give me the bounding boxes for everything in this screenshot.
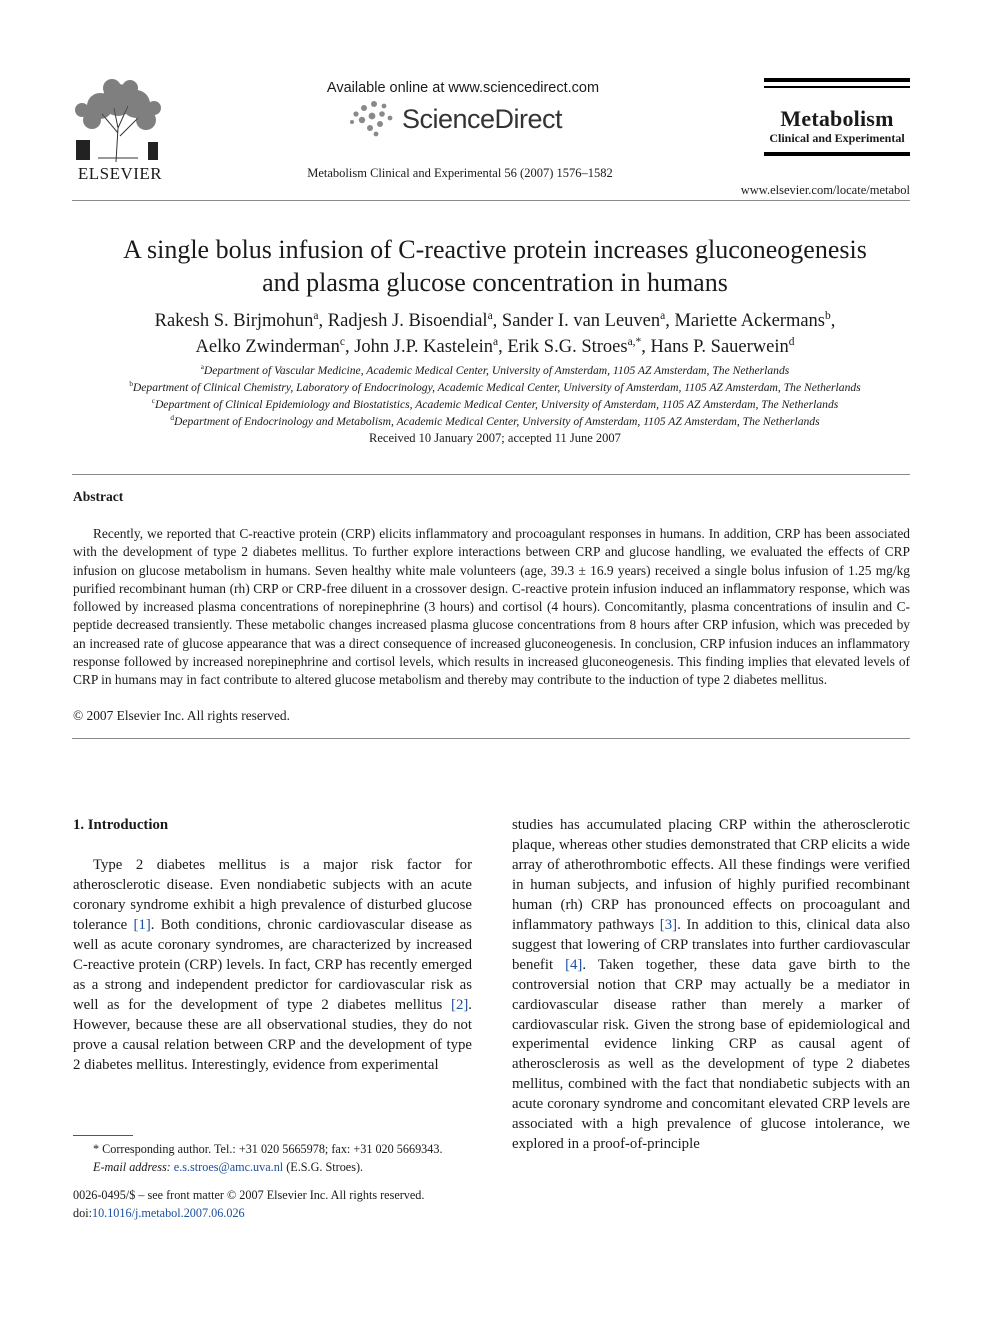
front-matter (73, 1187, 493, 1222)
journal-reference: Metabolism Clinical and Experimental 56 (2007) 1576–1582 (307, 166, 613, 180)
corresponding-author-contact: * Corresponding author. Tel.: +31 020 5665978; fax: +31 020 5669343. (93, 1142, 443, 1156)
available-online-text[interactable]: Available online at www.sciencedirect.com (326, 80, 600, 96)
publisher-name: ELSEVIER (77, 164, 163, 183)
header-divider (72, 200, 910, 201)
author[interactable]: John J.P. Kastelein$^a$ (354, 335, 499, 357)
tree-icon (68, 78, 168, 164)
doi-line: doi:10.1016/j.metabol.2007.06.026 (73, 1205, 245, 1220)
sciencedirect-logo[interactable] (348, 100, 588, 144)
journal-logo (764, 78, 910, 158)
journal-logo-rule-top (764, 78, 910, 82)
article-title (60, 233, 930, 299)
author[interactable]: Sander I. van Leuven$^a$ (501, 309, 666, 331)
author[interactable]: Radjesh J. Bisoendial$^a$ (327, 309, 493, 331)
body-column-right: studies has accumulated placing CRP within the atherosclerotic plaque, whereas other studies demonstrated that CRP elicits a wide array of atherothrombotic effects. All these findings were verified in human subjects, and infusion of highly purified recombinant human (rh) CRP has pronounced effects on procoagulant and inflammatory pathways [3]. In addition to this, clinical data also suggest that lowering of CRP translates into further cardiovascular benefit [4]. Taken together, these data gave birth to the controversial notion that CRP may actually be a mediator in cardiovascular disease rather than merely a marker of cardiovascular risk. Given the strong base of epidemiological and experimental evidence linking CRP as causal agent of atherosclerosis as well as the development of type 2 diabetes mellitus, combined with the fact that nondiabetic subjects with an acute coronary syndrome and concomitant elevated CRP levels are associated with a high prevalence of glucose intolerance, we explored in a proof-of-principle (512, 817, 911, 1153)
journal-logo-title: Metabolism (780, 106, 894, 131)
corresponding-author-footnote (93, 1141, 483, 1176)
abstract-bottom-divider (72, 738, 910, 739)
email-link[interactable]: e.s.stroes@amc.uva.nl (173, 1159, 284, 1174)
footnote-divider (73, 1135, 133, 1136)
citation-link[interactable]: [2] (451, 996, 469, 1013)
article-title-line-1: A single bolus infusion of C-reactive protein increases gluconeogenesis (123, 235, 867, 264)
abstract-copyright: © 2007 Elsevier Inc. All rights reserved. (73, 708, 290, 723)
journal-logo-rule-bottom (764, 152, 910, 156)
journal-logo-rule-second (764, 86, 910, 88)
abstract-top-divider (72, 474, 910, 475)
affiliation: $^a$Department of Vascular Medicine, Academic Medical Center, University of Amsterdam, 1105 AZ Amsterdam, The Netherlands (200, 363, 790, 377)
author[interactable]: Mariette Ackermans$^b$ (674, 309, 831, 331)
sciencedirect-wordmark: ScienceDirect (402, 104, 563, 134)
author[interactable]: Rakesh S. Birjmohun$^a$ (154, 309, 319, 331)
article-title-line-2: and plasma glucose concentration in humans (262, 268, 728, 297)
affiliation: $^c$Department of Clinical Epidemiology and Biostatistics, Academic Medical Center, University of Amsterdam, 1105 AZ Amsterdam, The Netherlands (151, 397, 839, 411)
author-line-1: Rakesh S. Birjmohun$^a$, Radjesh J. Bisoendial$^a$, Sander I. van Leuven$^a$, Mariette Ackermans$^b$, (154, 309, 836, 331)
affiliation: $^b$Department of Clinical Chemistry, Laboratory of Endocrinology, Academic Medical Center, University of Amsterdam, 1105 AZ Amsterdam, The Netherlands (129, 380, 861, 394)
email-line: E-mail address: e.s.stroes@amc.uva.nl (E.S.G. Stroes). (93, 1159, 364, 1174)
citation-link[interactable]: [4] (565, 956, 583, 973)
author-list (60, 308, 930, 360)
author-line-2: Aelko Zwinderman$^c$, John J.P. Kastelein$^a$, Erik S.G. Stroes$^{a,*}$, Hans P. Sauerwein$^d$ (195, 335, 795, 357)
author[interactable]: Erik S.G. Stroes$^{a,*}$ (507, 335, 642, 357)
issn-line: 0026-0495/$ – see front matter © 2007 Elsevier Inc. All rights reserved. (73, 1188, 425, 1202)
citation-link[interactable]: [3] (659, 916, 678, 933)
sciencedirect-dots-icon (348, 100, 400, 140)
affiliation: $^d$Department of Endocrinology and Metabolism, Academic Medical Center, University of Amsterdam, 1105 AZ Amsterdam, The Netherlands (170, 414, 820, 428)
citation-link[interactable]: [1] (133, 916, 151, 933)
received-dates: Received 10 January 2007; accepted 11 June 2007 (369, 431, 621, 445)
journal-url-link[interactable]: www.elsevier.com/locate/metabol (740, 183, 910, 197)
abstract-heading: Abstract (73, 489, 124, 504)
section-heading-introduction: 1. Introduction (73, 817, 169, 833)
affiliations (60, 362, 930, 430)
author[interactable]: Hans P. Sauerwein$^d$ (650, 335, 795, 357)
body-column-left: Type 2 diabetes mellitus is a major risk factor for atherosclerotic disease. Even nondiabetic subjects with an acute coronary syndrome exhibit a high prevalence of disturbed glucose tolerance [1]. Both conditions, chronic cardiovascular disease as well as acute coronary syndromes, are characterized by increased C-reactive protein (CRP) levels. In fact, CRP has recently emerged as a strong and independent predictor for cardiovascular risk as well as for the development of type 2 diabetes mellitus [2]. However, because these are all observational studies, they do not prove a causal relation between CRP and the development of type 2 diabetes mellitus. Interestingly, evidence from experimental (73, 857, 473, 1073)
doi-link[interactable]: 10.1016/j.metabol.2007.06.026 (91, 1205, 245, 1220)
abstract-body: Recently, we reported that C-reactive protein (CRP) elicits inflammatory and procoagulant responses in humans. In addition, CRP has been associated with the development of type 2 diabetes mellitus. To further explore interactions between CRP and glucose handling, we evaluated the effects of CRP infusion on glucose metabolism in humans. Seven healthy white male volunteers (age, 39.3 ± 16.9 years) received a single bolus infusion of 1.25 mg/kg purified recombinant human (rh) CRP or CRP-free diluent in a crossover design. C-reactive protein infusion induced an inflammatory response, which was followed by increased plasma concentrations of norepinephrine (3 hours) and cortisol (4 hours). Concomitantly, plasma concentrations of insulin and C-peptide decreased transiently. These metabolic changes increased plasma glucose concentrations from 8 hours after CRP infusion, which was preceded by an increased rate of glucose appearance that was a direct consequence of increased gluconeogenesis. In conclusion, CRP infusion induces an inflammatory response followed by increased norepinephrine and cortisol levels, which results in increased gluconeogenesis. This finding implies that elevated levels of CRP in humans may in fact contribute to altered glucose metabolism and thereby may contribute to the induction of type 2 diabetes mellitus. (73, 526, 910, 688)
author[interactable]: Aelko Zwinderman$^c$ (195, 335, 345, 357)
journal-logo-subtitle: Clinical and Experimental (769, 131, 905, 145)
